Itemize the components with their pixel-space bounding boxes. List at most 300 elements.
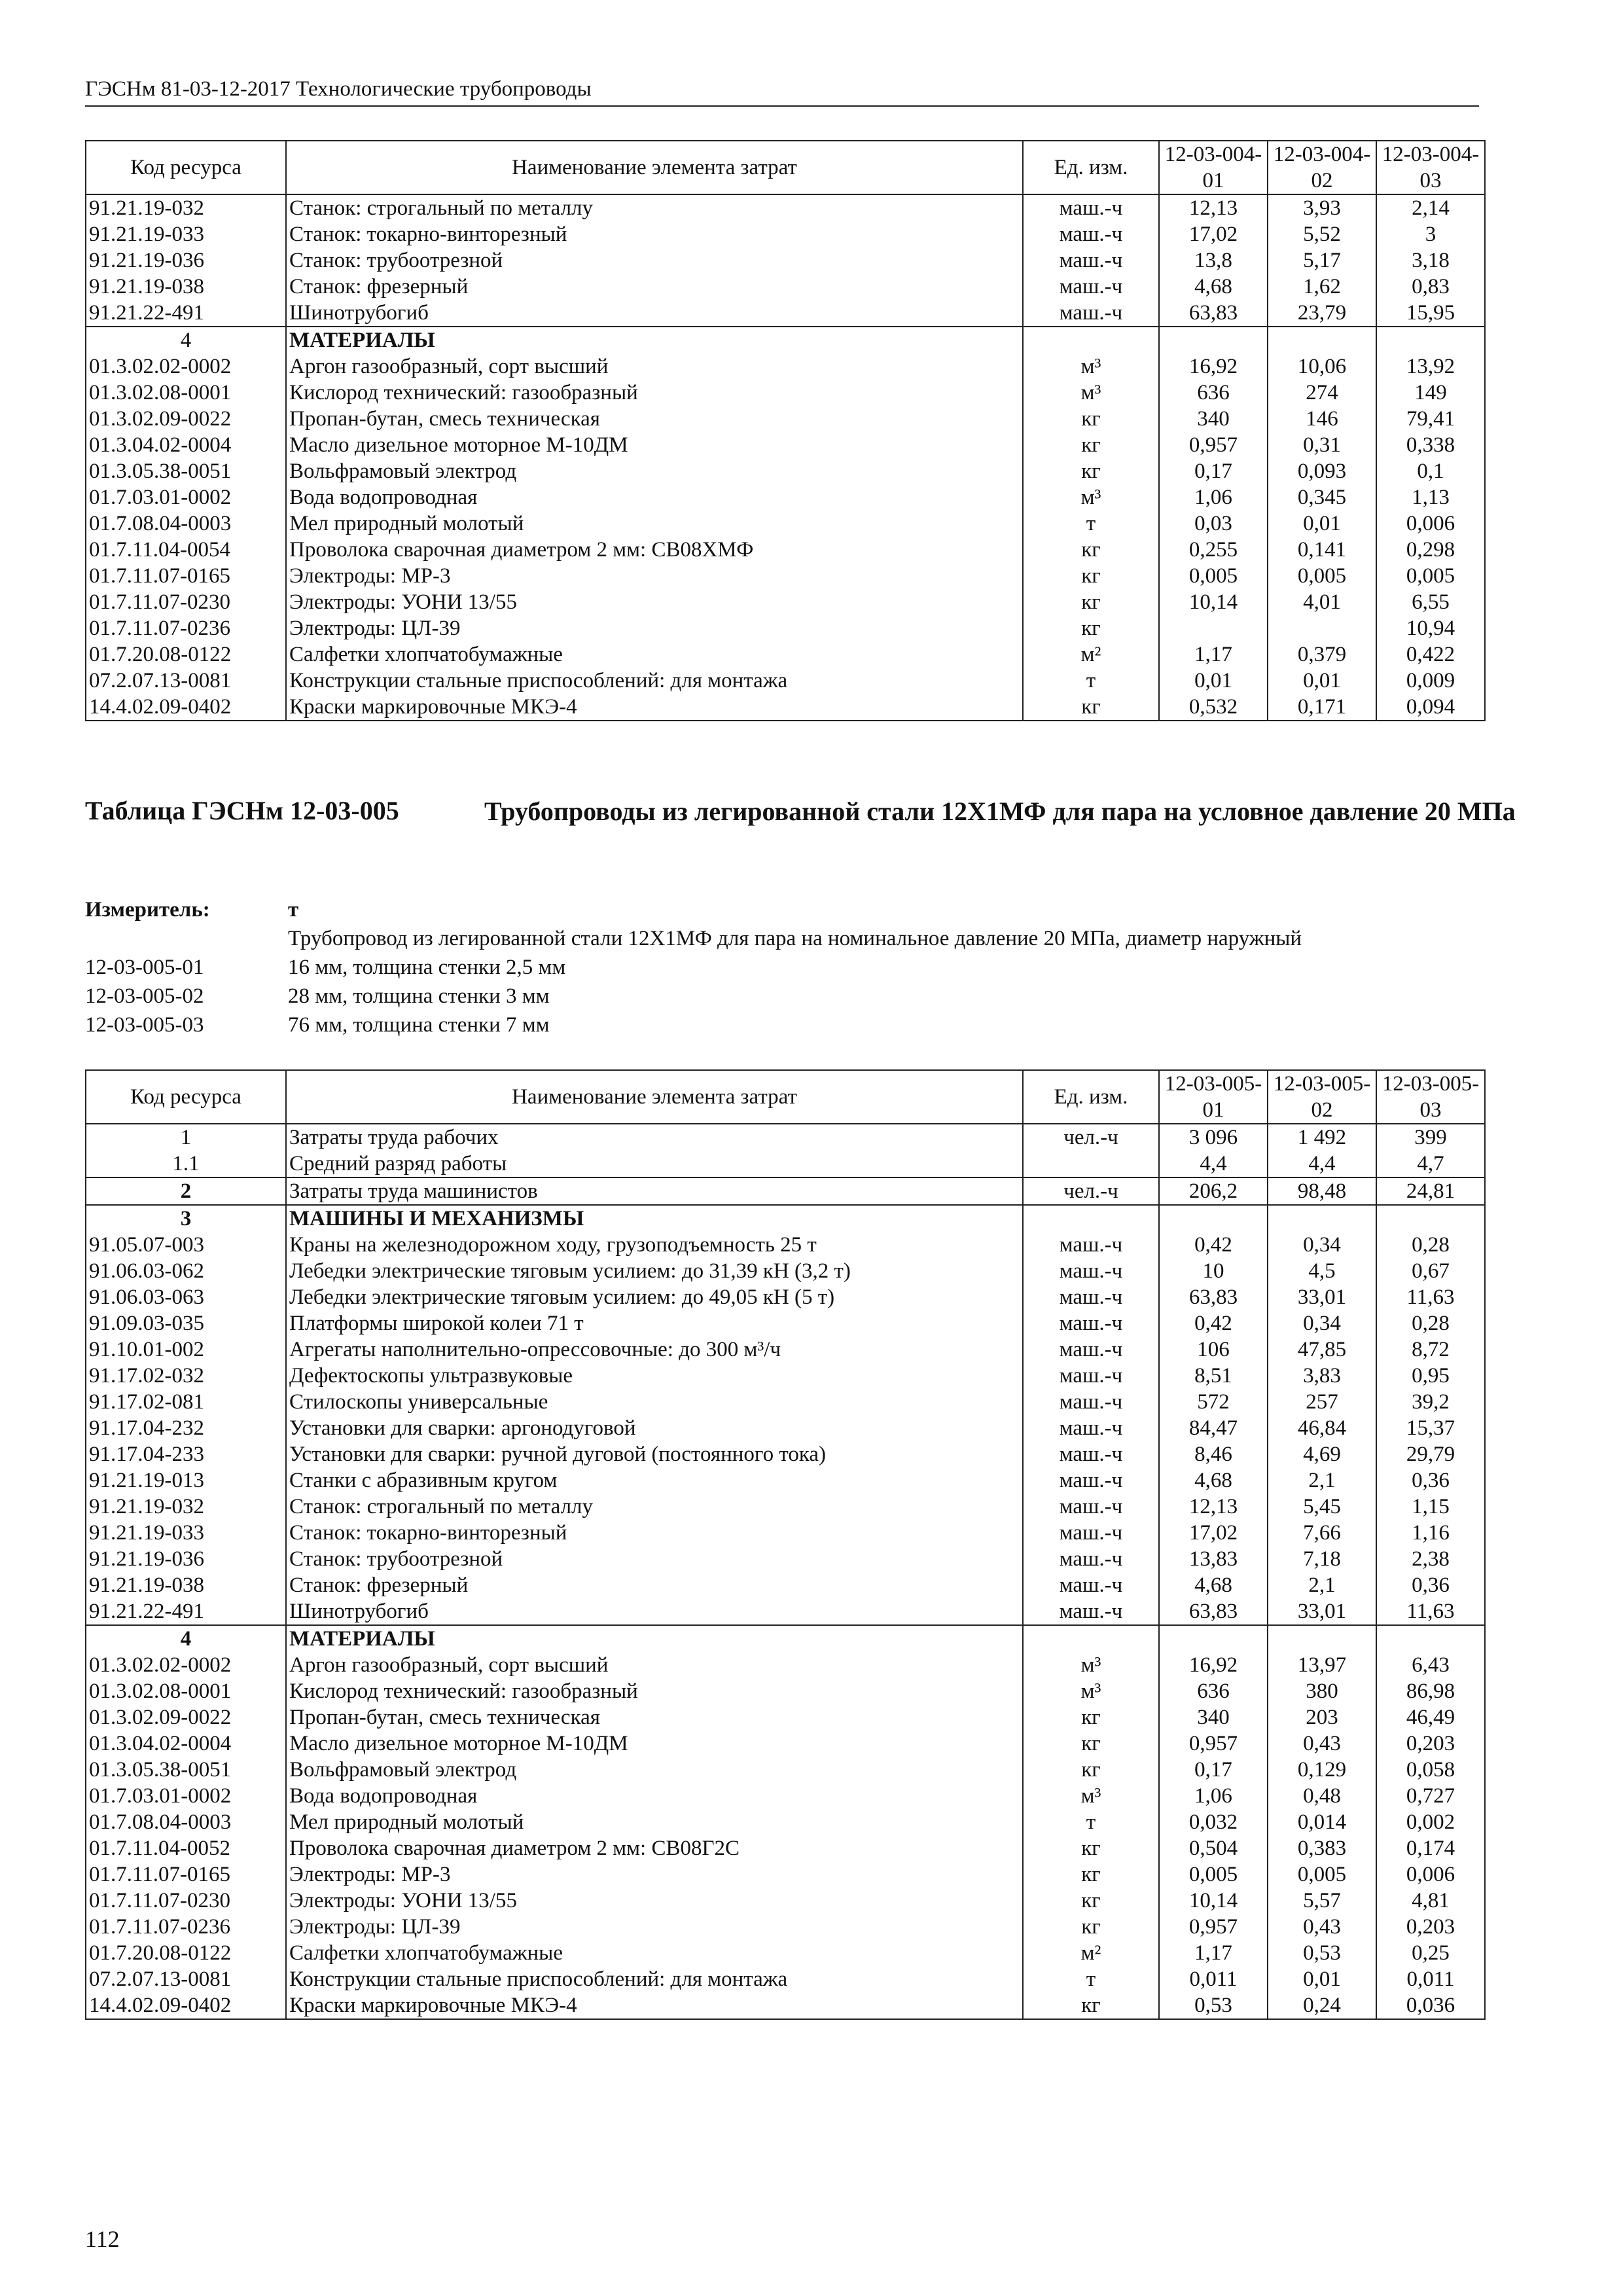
unit-cell: кг [1023, 1835, 1159, 1861]
value-cell: 1 492 [1268, 1124, 1376, 1151]
value-cell: 0,005 [1376, 563, 1485, 589]
resource-code: 01.7.03.01-0002 [86, 1783, 286, 1809]
resource-code: 91.21.19-036 [86, 247, 286, 274]
value-cell: 13,97 [1268, 1652, 1376, 1678]
table-row [86, 406, 1485, 432]
value-cell: 4,68 [1159, 274, 1268, 300]
resource-name: Вольфрамовый электрод [286, 1757, 1023, 1783]
resource-code: 01.3.02.09-0022 [86, 406, 286, 432]
unit-cell: кг [1023, 615, 1159, 641]
unit-cell [1023, 1151, 1159, 1177]
table-row [86, 1992, 1485, 2019]
meter-row [85, 898, 1492, 927]
unit-cell: м³ [1023, 1783, 1159, 1809]
resource-name: Средний разряд работы [286, 1151, 1023, 1177]
col-header-code: Код ресурса [86, 1070, 286, 1124]
resource-code: 91.21.22-491 [86, 300, 286, 327]
value-cell: 4,5 [1268, 1258, 1376, 1284]
resource-code: 91.21.19-032 [86, 1494, 286, 1520]
meter-description: Трубопровод из легированной стали 12Х1МФ для пара на номинальное давление 20 МПа, диаметр наружный [288, 927, 1302, 950]
value-cell: 0,006 [1376, 511, 1485, 537]
value-cell: 0,009 [1376, 668, 1485, 694]
resource-code: 91.21.19-013 [86, 1467, 286, 1494]
resource-code: 01.7.08.04-0003 [86, 511, 286, 537]
unit-cell: кг [1023, 1888, 1159, 1914]
unit-cell: кг [1023, 1704, 1159, 1731]
resource-table-005 [85, 1069, 1486, 2020]
col-header-name: Наименование элемента затрат [286, 1070, 1023, 1124]
meter-item [85, 1013, 1492, 1042]
resource-name: Станок: фрезерный [286, 274, 1023, 300]
value-cell: 1,06 [1159, 484, 1268, 511]
resource-name: МАТЕРИАЛЫ [286, 1625, 1023, 1652]
unit-cell [1023, 327, 1159, 353]
table-row [86, 1783, 1485, 1809]
value-cell: 636 [1159, 1678, 1268, 1704]
value-cell [1376, 327, 1485, 353]
value-cell: 5,57 [1268, 1888, 1376, 1914]
unit-cell: маш.-ч [1023, 1546, 1159, 1572]
resource-name: Мел природный молотый [286, 511, 1023, 537]
table-header-row [86, 141, 1485, 194]
value-cell: 13,8 [1159, 247, 1268, 274]
resource-code: 91.17.02-032 [86, 1363, 286, 1389]
norm-code: 12-03-005-01 [1164, 1072, 1262, 1122]
resource-code: 1.1 [86, 1151, 286, 1177]
resource-name: Установки для сварки: аргонодуговой [286, 1415, 1023, 1441]
value-cell: 10,14 [1159, 1888, 1268, 1914]
meter-description-row [85, 927, 1492, 956]
value-cell [1159, 1205, 1268, 1232]
meter-unit: т [288, 898, 299, 922]
resource-name: Мел природный молотый [286, 1809, 1023, 1835]
resource-code: 01.3.02.02-0002 [86, 353, 286, 380]
value-cell: 0,43 [1268, 1914, 1376, 1940]
table-row [86, 589, 1485, 615]
resource-name: Пропан-бутан, смесь техническая [286, 406, 1023, 432]
resource-code: 01.7.11.07-0236 [86, 615, 286, 641]
unit-cell: кг [1023, 1992, 1159, 2019]
resource-name: Электроды: УОНИ 13/55 [286, 589, 1023, 615]
table-row [86, 1258, 1485, 1284]
resource-name: Шинотрубогиб [286, 1598, 1023, 1625]
resource-name: Затраты труда рабочих [286, 1124, 1023, 1151]
unit-cell: маш.-ч [1023, 1598, 1159, 1625]
table-row [86, 1888, 1485, 1914]
table-row [86, 1151, 1485, 1177]
resource-name: Станок: токарно-винторезный [286, 1520, 1023, 1546]
table-row [86, 1310, 1485, 1336]
value-cell: 0,014 [1268, 1809, 1376, 1835]
resource-code: 91.10.01-002 [86, 1336, 286, 1363]
resource-code: 91.21.19-033 [86, 1520, 286, 1546]
resource-name: Электроды: ЦЛ-39 [286, 1914, 1023, 1940]
value-cell: 10,94 [1376, 615, 1485, 641]
value-cell: 0,28 [1376, 1232, 1485, 1258]
value-cell: 0,95 [1376, 1363, 1485, 1389]
value-cell: 0,01 [1268, 1966, 1376, 1992]
unit-cell: маш.-ч [1023, 1363, 1159, 1389]
value-cell: 0,005 [1268, 563, 1376, 589]
value-cell: 2,14 [1376, 194, 1485, 221]
value-cell: 0,43 [1268, 1731, 1376, 1757]
value-cell [1376, 1625, 1485, 1652]
unit-cell [1023, 1625, 1159, 1652]
resource-code: 01.7.11.07-0165 [86, 1861, 286, 1888]
resource-name: Станок: фрезерный [286, 1572, 1023, 1598]
unit-cell: маш.-ч [1023, 1467, 1159, 1494]
value-cell [1159, 1625, 1268, 1652]
table-row [86, 380, 1485, 406]
table-row [86, 1494, 1485, 1520]
resource-name: Стилоскопы универсальные [286, 1389, 1023, 1415]
value-cell: 1,17 [1159, 1940, 1268, 1966]
value-cell: 5,17 [1268, 247, 1376, 274]
value-cell: 11,63 [1376, 1598, 1485, 1625]
value-cell: 0,255 [1159, 537, 1268, 563]
value-cell: 0,345 [1268, 484, 1376, 511]
unit-cell: кг [1023, 406, 1159, 432]
value-cell: 0,727 [1376, 1783, 1485, 1809]
meter-item-text: 16 мм, толщина стенки 2,5 мм [288, 956, 566, 979]
document-title: ГЭСНм 81-03-12-2017 Технологические трубопроводы [85, 77, 592, 101]
value-cell: 5,45 [1268, 1494, 1376, 1520]
resource-name: Вольфрамовый электрод [286, 458, 1023, 484]
unit-cell: чел.-ч [1023, 1124, 1159, 1151]
value-cell: 0,379 [1268, 641, 1376, 668]
table-row [86, 1731, 1485, 1757]
resource-name: Электроды: ЦЛ-39 [286, 615, 1023, 641]
resource-name: Аргон газообразный, сорт высший [286, 1652, 1023, 1678]
resource-name: Лебедки электрические тяговым усилием: до 31,39 кН (3,2 т) [286, 1258, 1023, 1284]
value-cell: 4,69 [1268, 1441, 1376, 1467]
resource-code: 01.3.02.08-0001 [86, 1678, 286, 1704]
table-row [86, 641, 1485, 668]
table-row [86, 563, 1485, 589]
resource-name: Кислород технический: газообразный [286, 380, 1023, 406]
value-cell: 0,957 [1159, 1914, 1268, 1940]
value-cell: 17,02 [1159, 221, 1268, 247]
resource-code: 01.3.02.08-0001 [86, 380, 286, 406]
resource-name: Станки с абразивным кругом [286, 1467, 1023, 1494]
value-cell: 8,51 [1159, 1363, 1268, 1389]
value-cell: 0,005 [1159, 1861, 1268, 1888]
value-cell: 146 [1268, 406, 1376, 432]
value-cell: 0,34 [1268, 1232, 1376, 1258]
resource-name: Вода водопроводная [286, 1783, 1023, 1809]
resource-name: Краны на железнодорожном ходу, грузоподъемность 25 т [286, 1232, 1023, 1258]
value-cell: 399 [1376, 1124, 1485, 1151]
value-cell: 106 [1159, 1336, 1268, 1363]
norm-code: 12-03-005-02 [1273, 1072, 1371, 1122]
value-cell: 3,18 [1376, 247, 1485, 274]
resource-name: Электроды: МР-3 [286, 563, 1023, 589]
value-cell: 23,79 [1268, 300, 1376, 327]
unit-cell: маш.-ч [1023, 1232, 1159, 1258]
table-row [86, 1678, 1485, 1704]
value-cell: 3,93 [1268, 194, 1376, 221]
norm-code: 12-03-004-02 [1273, 143, 1371, 192]
resource-code: 01.7.20.08-0122 [86, 1940, 286, 1966]
value-cell: 16,92 [1159, 1652, 1268, 1678]
value-cell: 0,093 [1268, 458, 1376, 484]
value-cell: 29,79 [1376, 1441, 1485, 1467]
meter-block [85, 898, 1492, 1042]
value-cell: 0,53 [1159, 1992, 1268, 2019]
table-row [86, 1363, 1485, 1389]
col-header-norm-2 [1268, 1070, 1376, 1124]
value-cell: 63,83 [1159, 300, 1268, 327]
resource-code: 07.2.07.13-0081 [86, 668, 286, 694]
value-cell: 0,203 [1376, 1731, 1485, 1757]
page-header [85, 77, 1479, 107]
resource-code: 3 [86, 1205, 286, 1232]
col-header-norm-3 [1376, 141, 1485, 194]
col-header-unit: Ед. изм. [1023, 1070, 1159, 1124]
resource-code: 01.7.11.07-0236 [86, 1914, 286, 1940]
resource-name: Салфетки хлопчатобумажные [286, 641, 1023, 668]
table-header-row [86, 1070, 1485, 1124]
unit-cell: маш.-ч [1023, 1520, 1159, 1546]
value-cell: 0,28 [1376, 1310, 1485, 1336]
resource-code: 01.3.04.02-0004 [86, 1731, 286, 1757]
table-row [86, 1940, 1485, 1966]
resource-code: 07.2.07.13-0081 [86, 1966, 286, 1992]
value-cell: 13,92 [1376, 353, 1485, 380]
table-row [86, 615, 1485, 641]
resource-code: 01.3.05.38-0051 [86, 1757, 286, 1783]
value-cell: 0,383 [1268, 1835, 1376, 1861]
value-cell: 340 [1159, 1704, 1268, 1731]
resource-code: 01.7.11.07-0230 [86, 589, 286, 615]
value-cell: 13,83 [1159, 1546, 1268, 1572]
unit-cell: маш.-ч [1023, 1258, 1159, 1284]
unit-cell: м³ [1023, 484, 1159, 511]
unit-cell: маш.-ч [1023, 1389, 1159, 1415]
resource-name: Пропан-бутан, смесь техническая [286, 1704, 1023, 1731]
resource-code: 01.3.05.38-0051 [86, 458, 286, 484]
value-cell [1268, 1205, 1376, 1232]
value-cell: 0,42 [1159, 1310, 1268, 1336]
resource-name: Салфетки хлопчатобумажные [286, 1940, 1023, 1966]
value-cell: 0,17 [1159, 458, 1268, 484]
unit-cell: кг [1023, 1914, 1159, 1940]
value-cell: 0,002 [1376, 1809, 1485, 1835]
value-cell: 4,01 [1268, 589, 1376, 615]
unit-cell: кг [1023, 458, 1159, 484]
value-cell: 6,43 [1376, 1652, 1485, 1678]
value-cell: 3,83 [1268, 1363, 1376, 1389]
value-cell: 203 [1268, 1704, 1376, 1731]
unit-cell: чел.-ч [1023, 1177, 1159, 1205]
unit-cell: т [1023, 1809, 1159, 1835]
col-header-norm-2 [1268, 141, 1376, 194]
resource-code: 01.7.11.04-0052 [86, 1835, 286, 1861]
unit-cell: маш.-ч [1023, 1415, 1159, 1441]
value-cell: 636 [1159, 380, 1268, 406]
resource-code: 91.21.19-032 [86, 194, 286, 221]
unit-cell: маш.-ч [1023, 1494, 1159, 1520]
table-row [86, 1966, 1485, 1992]
resource-name: Платформы широкой колеи 71 т [286, 1310, 1023, 1336]
value-cell: 33,01 [1268, 1598, 1376, 1625]
unit-cell: м³ [1023, 353, 1159, 380]
value-cell: 24,81 [1376, 1177, 1485, 1205]
table-row [86, 247, 1485, 274]
unit-cell: т [1023, 511, 1159, 537]
table-row [86, 511, 1485, 537]
table-row [86, 432, 1485, 458]
value-cell: 0,36 [1376, 1467, 1485, 1494]
unit-cell: маш.-ч [1023, 221, 1159, 247]
section-row [86, 1205, 1485, 1232]
value-cell: 7,18 [1268, 1546, 1376, 1572]
resource-code: 91.21.22-491 [86, 1598, 286, 1625]
value-cell: 5,52 [1268, 221, 1376, 247]
table-row [86, 300, 1485, 327]
value-cell: 33,01 [1268, 1284, 1376, 1310]
resource-name: Станок: токарно-винторезный [286, 221, 1023, 247]
resource-name: Станок: трубоотрезной [286, 247, 1023, 274]
value-cell: 1,06 [1159, 1783, 1268, 1809]
value-cell: 0,058 [1376, 1757, 1485, 1783]
resource-code: 91.17.04-233 [86, 1441, 286, 1467]
unit-cell: кг [1023, 1757, 1159, 1783]
value-cell: 2,1 [1268, 1467, 1376, 1494]
table-row [86, 1177, 1485, 1205]
value-cell: 10,06 [1268, 353, 1376, 380]
value-cell: 11,63 [1376, 1284, 1485, 1310]
resource-name: Станок: трубоотрезной [286, 1546, 1023, 1572]
value-cell: 17,02 [1159, 1520, 1268, 1546]
value-cell: 0,34 [1268, 1310, 1376, 1336]
unit-cell: кг [1023, 432, 1159, 458]
table-row [86, 1389, 1485, 1415]
value-cell: 12,13 [1159, 194, 1268, 221]
resource-name: Масло дизельное моторное М-10ДМ [286, 1731, 1023, 1757]
value-cell: 0,957 [1159, 1731, 1268, 1757]
meter-item [85, 956, 1492, 984]
value-cell [1159, 327, 1268, 353]
unit-cell: м² [1023, 1940, 1159, 1966]
unit-cell: маш.-ч [1023, 194, 1159, 221]
value-cell: 380 [1268, 1678, 1376, 1704]
table-row [86, 1809, 1485, 1835]
value-cell: 0,094 [1376, 694, 1485, 721]
value-cell: 0,957 [1159, 432, 1268, 458]
table-row [86, 194, 1485, 221]
table-row [86, 1284, 1485, 1310]
resource-name: Электроды: УОНИ 13/55 [286, 1888, 1023, 1914]
value-cell: 0,298 [1376, 537, 1485, 563]
resource-name: Проволока сварочная диаметром 2 мм: СВ08ХМФ [286, 537, 1023, 563]
value-cell: 1,62 [1268, 274, 1376, 300]
table-row [86, 274, 1485, 300]
value-cell: 63,83 [1159, 1284, 1268, 1310]
value-cell [1268, 615, 1376, 641]
unit-cell: маш.-ч [1023, 247, 1159, 274]
section-row [86, 327, 1485, 353]
value-cell: 2,38 [1376, 1546, 1485, 1572]
unit-cell: м² [1023, 641, 1159, 668]
unit-cell: т [1023, 668, 1159, 694]
value-cell: 3 [1376, 221, 1485, 247]
resource-name: Шинотрубогиб [286, 300, 1023, 327]
resource-name: Электроды: МР-3 [286, 1861, 1023, 1888]
value-cell: 0,129 [1268, 1757, 1376, 1783]
table-row [86, 1757, 1485, 1783]
unit-cell: кг [1023, 537, 1159, 563]
meter-item-code: 12-03-005-01 [85, 956, 204, 979]
resource-name: Станок: строгальный по металлу [286, 1494, 1023, 1520]
value-cell: 0,01 [1268, 668, 1376, 694]
value-cell: 0,141 [1268, 537, 1376, 563]
resource-code: 91.09.03-035 [86, 1310, 286, 1336]
table-row [86, 1861, 1485, 1888]
value-cell: 15,37 [1376, 1415, 1485, 1441]
table-row [86, 1598, 1485, 1625]
unit-cell: маш.-ч [1023, 1336, 1159, 1363]
col-header-unit: Ед. изм. [1023, 141, 1159, 194]
unit-cell: м³ [1023, 380, 1159, 406]
norm-code: 12-03-004-01 [1164, 143, 1262, 192]
value-cell: 6,55 [1376, 589, 1485, 615]
value-cell: 0,83 [1376, 274, 1485, 300]
resource-code: 01.7.20.08-0122 [86, 641, 286, 668]
value-cell: 4,68 [1159, 1572, 1268, 1598]
value-cell: 4,7 [1376, 1151, 1485, 1177]
unit-cell: кг [1023, 563, 1159, 589]
value-cell: 12,13 [1159, 1494, 1268, 1520]
value-cell: 16,92 [1159, 353, 1268, 380]
resource-name: Аргон газообразный, сорт высший [286, 353, 1023, 380]
table-row [86, 1441, 1485, 1467]
resource-name: Краски маркировочные МКЭ-4 [286, 1992, 1023, 2019]
table-row [86, 458, 1485, 484]
resource-name: Краски маркировочные МКЭ-4 [286, 694, 1023, 721]
resource-code: 91.21.19-038 [86, 1572, 286, 1598]
table-row [86, 1652, 1485, 1678]
value-cell: 0,31 [1268, 432, 1376, 458]
table-row [86, 1415, 1485, 1441]
value-cell: 0,174 [1376, 1835, 1485, 1861]
value-cell: 84,47 [1159, 1415, 1268, 1441]
value-cell: 4,4 [1268, 1151, 1376, 1177]
table-row [86, 1704, 1485, 1731]
value-cell: 7,66 [1268, 1520, 1376, 1546]
value-cell: 0,338 [1376, 432, 1485, 458]
value-cell: 1,16 [1376, 1520, 1485, 1546]
value-cell: 0,011 [1159, 1966, 1268, 1992]
col-header-code: Код ресурса [86, 141, 286, 194]
norm-code: 12-03-004-03 [1382, 143, 1480, 192]
value-cell: 0,032 [1159, 1809, 1268, 1835]
value-cell: 0,005 [1268, 1861, 1376, 1888]
value-cell: 0,67 [1376, 1258, 1485, 1284]
unit-cell: маш.-ч [1023, 274, 1159, 300]
value-cell: 1,17 [1159, 641, 1268, 668]
value-cell [1268, 327, 1376, 353]
resource-code: 4 [86, 327, 286, 353]
table-row [86, 1914, 1485, 1940]
value-cell: 39,2 [1376, 1389, 1485, 1415]
resource-code: 01.3.02.09-0022 [86, 1704, 286, 1731]
table-row [86, 1232, 1485, 1258]
value-cell: 0,03 [1159, 511, 1268, 537]
resource-code: 91.06.03-063 [86, 1284, 286, 1310]
unit-cell: маш.-ч [1023, 300, 1159, 327]
value-cell: 572 [1159, 1389, 1268, 1415]
